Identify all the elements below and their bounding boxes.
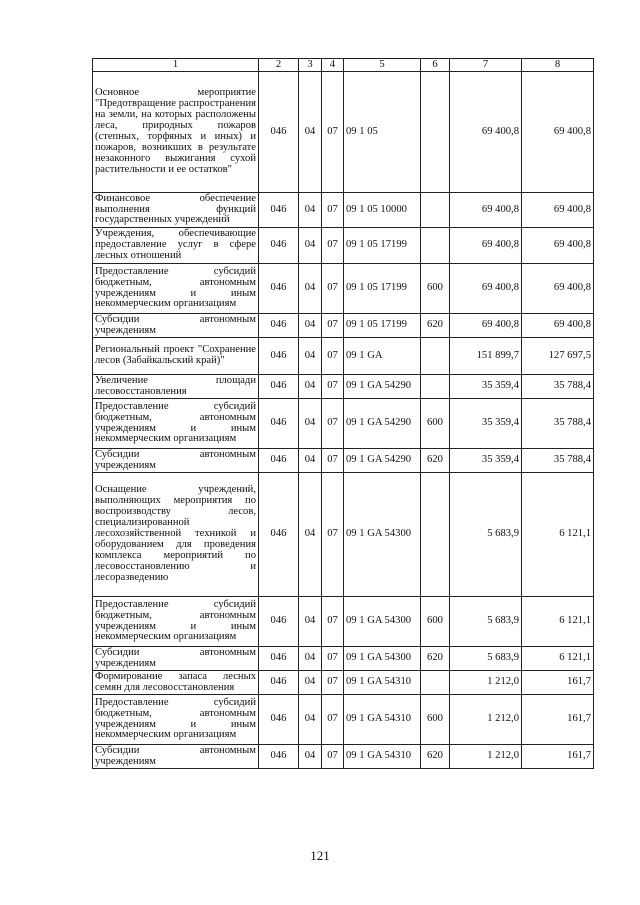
cell-code-3: 04	[299, 745, 322, 769]
cell-code-5: 09 1 05 17199	[344, 264, 421, 314]
row-name: Региональный проект "Сохранение лесов (Забайкальский край)"	[93, 338, 259, 375]
cell-code-4: 07	[322, 399, 344, 449]
table-row	[93, 375, 594, 399]
row-name: Увеличение площади лесовосстановления	[93, 375, 259, 399]
row-name: Субсидии автономным учреждениям	[93, 314, 259, 338]
cell-code-6	[421, 473, 450, 597]
column-header-4: 4	[322, 59, 344, 72]
column-header-8: 8	[522, 59, 594, 72]
cell-code-4: 07	[322, 264, 344, 314]
cell-amount-8: 69 400,8	[522, 72, 594, 193]
cell-amount-8: 35 788,4	[522, 399, 594, 449]
cell-code-5: 09 1 GA 54310	[344, 695, 421, 745]
column-header-7: 7	[450, 59, 522, 72]
table-row	[93, 193, 594, 228]
cell-code-4: 07	[322, 647, 344, 671]
cell-code-3: 04	[299, 264, 322, 314]
table-row	[93, 671, 594, 695]
cell-code-2: 046	[259, 338, 299, 375]
table-row	[93, 228, 594, 264]
cell-code-2: 046	[259, 671, 299, 695]
cell-amount-7: 1 212,0	[450, 745, 522, 769]
cell-code-5: 09 1 05 17199	[344, 228, 421, 264]
cell-code-5: 09 1 GA 54300	[344, 597, 421, 647]
cell-amount-8: 35 788,4	[522, 449, 594, 473]
cell-code-6: 620	[421, 314, 450, 338]
column-header-3: 3	[299, 59, 322, 72]
cell-amount-8: 69 400,8	[522, 228, 594, 264]
page-number: 121	[310, 848, 330, 863]
cell-code-4: 07	[322, 597, 344, 647]
cell-amount-8: 6 121,1	[522, 597, 594, 647]
column-header-6: 6	[421, 59, 450, 72]
row-name: Предоставление субсидий бюджетным, автономным учреждениям и иным некоммерческим организациям	[93, 399, 259, 449]
cell-code-2: 046	[259, 228, 299, 264]
cell-amount-8: 127 697,5	[522, 338, 594, 375]
row-name: Предоставление субсидий бюджетным, автономным учреждениям и иным некоммерческим организациям	[93, 597, 259, 647]
cell-code-6	[421, 338, 450, 375]
cell-amount-7: 69 400,8	[450, 314, 522, 338]
cell-amount-7: 5 683,9	[450, 647, 522, 671]
cell-amount-8: 161,7	[522, 745, 594, 769]
cell-code-2: 046	[259, 745, 299, 769]
cell-code-3: 04	[299, 399, 322, 449]
cell-code-6: 620	[421, 745, 450, 769]
cell-code-4: 07	[322, 314, 344, 338]
cell-code-3: 04	[299, 338, 322, 375]
cell-code-4: 07	[322, 228, 344, 264]
cell-code-2: 046	[259, 695, 299, 745]
cell-code-3: 04	[299, 597, 322, 647]
cell-code-2: 046	[259, 264, 299, 314]
cell-code-3: 04	[299, 72, 322, 193]
table-row	[93, 449, 594, 473]
cell-code-6	[421, 193, 450, 228]
cell-code-4: 07	[322, 745, 344, 769]
cell-code-4: 07	[322, 193, 344, 228]
row-name: Основное мероприятие "Предотвращение распространения на земли, на которых расположены леса, природных пожаров (степных, торфяных и иных) и пожаров, возникших в результате незаконного выжигания сухой растительности и ее остатков"	[93, 72, 259, 193]
cell-amount-7: 5 683,9	[450, 473, 522, 597]
cell-amount-7: 69 400,8	[450, 264, 522, 314]
cell-code-3: 04	[299, 193, 322, 228]
table-row	[93, 597, 594, 647]
cell-code-3: 04	[299, 695, 322, 745]
cell-code-6: 600	[421, 264, 450, 314]
cell-code-3: 04	[299, 449, 322, 473]
table-row	[93, 314, 594, 338]
cell-amount-7: 1 212,0	[450, 671, 522, 695]
cell-code-5: 09 1 GA	[344, 338, 421, 375]
cell-amount-7: 35 359,4	[450, 399, 522, 449]
cell-code-6	[421, 375, 450, 399]
cell-amount-8: 6 121,1	[522, 647, 594, 671]
table-row	[93, 338, 594, 375]
cell-code-2: 046	[259, 647, 299, 671]
cell-code-4: 07	[322, 72, 344, 193]
row-name: Предоставление субсидий бюджетным, автономным учреждениям и иным некоммерческим организациям	[93, 264, 259, 314]
cell-code-4: 07	[322, 375, 344, 399]
column-header-1: 1	[93, 59, 259, 72]
cell-code-5: 09 1 GA 54310	[344, 671, 421, 695]
cell-code-2: 046	[259, 449, 299, 473]
cell-amount-7: 35 359,4	[450, 375, 522, 399]
cell-amount-8: 35 788,4	[522, 375, 594, 399]
cell-code-6: 620	[421, 449, 450, 473]
cell-code-6	[421, 671, 450, 695]
cell-amount-8: 69 400,8	[522, 264, 594, 314]
cell-code-3: 04	[299, 375, 322, 399]
cell-code-5: 09 1 GA 54290	[344, 399, 421, 449]
table-row	[93, 399, 594, 449]
table-row	[93, 473, 594, 597]
cell-code-2: 046	[259, 399, 299, 449]
cell-code-2: 046	[259, 193, 299, 228]
cell-code-5: 09 1 05 10000	[344, 193, 421, 228]
cell-code-4: 07	[322, 449, 344, 473]
cell-code-3: 04	[299, 228, 322, 264]
cell-code-3: 04	[299, 314, 322, 338]
row-name: Оснащение учреждений, выполняющих мероприятия по воспроизводству лесов, специализированной лесохозяйственной техникой и оборудованием для проведения комплекса мероприятий по лесовосстановлению и лесоразведению	[93, 473, 259, 597]
cell-code-6: 600	[421, 695, 450, 745]
cell-amount-8: 161,7	[522, 671, 594, 695]
cell-code-2: 046	[259, 473, 299, 597]
cell-code-5: 09 1 GA 54290	[344, 375, 421, 399]
cell-amount-7: 1 212,0	[450, 695, 522, 745]
row-name: Учреждения, обеспечивающие предоставление услуг в сфере лесных отношений	[93, 228, 259, 264]
table-row	[93, 647, 594, 671]
column-header-5: 5	[344, 59, 421, 72]
row-name: Предоставление субсидий бюджетным, автономным учреждениям и иным некоммерческим организациям	[93, 695, 259, 745]
table-row	[93, 264, 594, 314]
cell-code-3: 04	[299, 647, 322, 671]
cell-code-5: 09 1 05	[344, 72, 421, 193]
row-name: Субсидии автономным учреждениям	[93, 745, 259, 769]
table-row	[93, 72, 594, 193]
cell-code-3: 04	[299, 473, 322, 597]
cell-code-6: 600	[421, 399, 450, 449]
table-row	[93, 695, 594, 745]
row-name: Субсидии автономным учреждениям	[93, 449, 259, 473]
cell-code-6	[421, 228, 450, 264]
cell-code-3: 04	[299, 671, 322, 695]
cell-amount-8: 69 400,8	[522, 193, 594, 228]
table-row	[93, 745, 594, 769]
cell-code-4: 07	[322, 473, 344, 597]
cell-amount-7: 35 359,4	[450, 449, 522, 473]
cell-code-2: 046	[259, 375, 299, 399]
cell-code-2: 046	[259, 314, 299, 338]
cell-amount-8: 69 400,8	[522, 314, 594, 338]
cell-code-2: 046	[259, 72, 299, 193]
cell-amount-8: 6 121,1	[522, 473, 594, 597]
cell-code-5: 09 1 GA 54300	[344, 647, 421, 671]
cell-amount-7: 5 683,9	[450, 597, 522, 647]
cell-code-5: 09 1 GA 54290	[344, 449, 421, 473]
cell-code-6: 600	[421, 597, 450, 647]
row-name: Финансовое обеспечение выполнения функций государственных учреждений	[93, 193, 259, 228]
cell-code-5: 09 1 GA 54300	[344, 473, 421, 597]
header-row	[93, 59, 594, 72]
cell-amount-7: 69 400,8	[450, 72, 522, 193]
row-name: Формирование запаса лесных семян для лесовосстановления	[93, 671, 259, 695]
cell-amount-7: 69 400,8	[450, 228, 522, 264]
cell-code-6	[421, 72, 450, 193]
cell-amount-7: 69 400,8	[450, 193, 522, 228]
cell-code-4: 07	[322, 671, 344, 695]
cell-code-6: 620	[421, 647, 450, 671]
cell-amount-7: 151 899,7	[450, 338, 522, 375]
cell-code-5: 09 1 GA 54310	[344, 745, 421, 769]
cell-amount-8: 161,7	[522, 695, 594, 745]
cell-code-4: 07	[322, 695, 344, 745]
budget-table	[92, 58, 594, 769]
cell-code-4: 07	[322, 338, 344, 375]
cell-code-2: 046	[259, 597, 299, 647]
column-header-2: 2	[259, 59, 299, 72]
row-name: Субсидии автономным учреждениям	[93, 647, 259, 671]
cell-code-5: 09 1 05 17199	[344, 314, 421, 338]
